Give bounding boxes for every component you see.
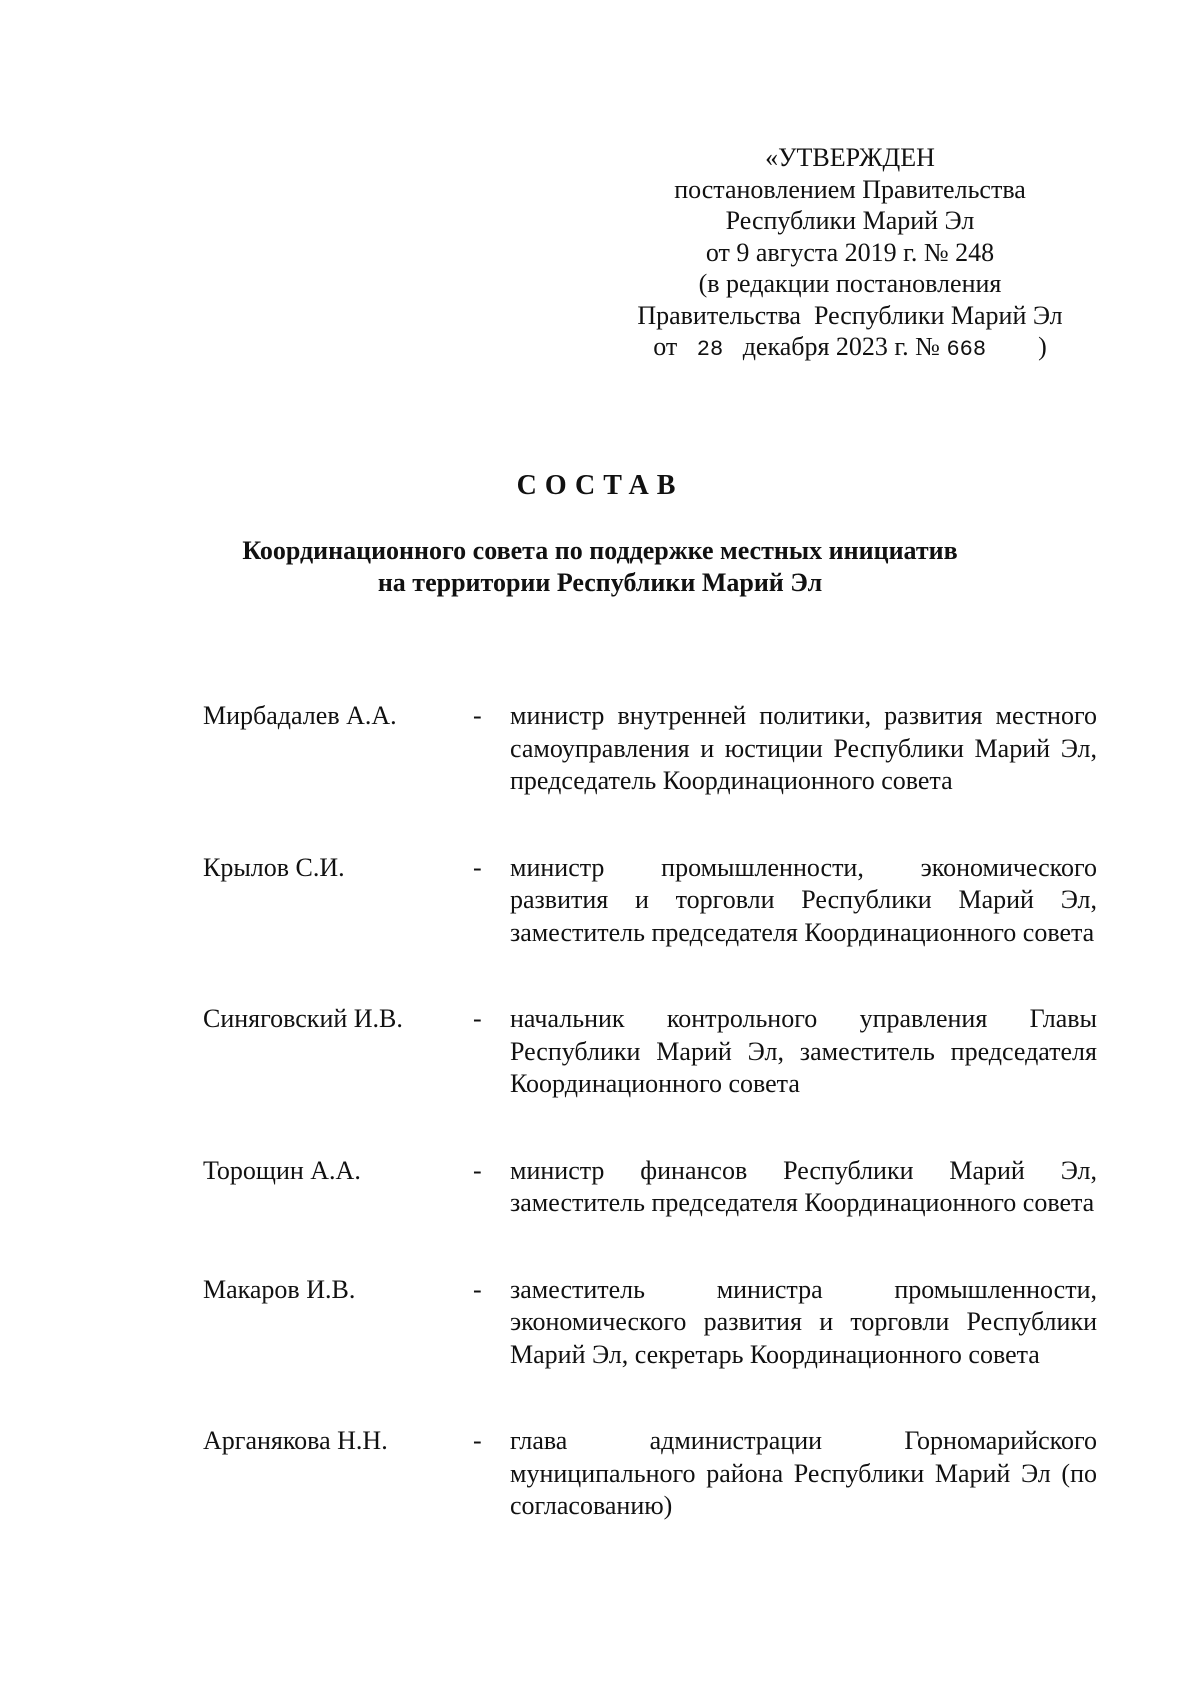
approval-line: «УТВЕРЖДЕН xyxy=(765,143,935,172)
member-position: министр промышленности, экономического развития и торговли Республики Марий Эл, заместитель председателя Координационного совета xyxy=(510,852,1097,947)
member-entry xyxy=(203,852,1097,950)
approval-line: от 9 августа 2019 г. № 248 xyxy=(705,237,995,267)
member-dash: - xyxy=(473,1426,482,1455)
member-position: министр финансов Республики Марий Эл, заместитель председателя Координационного совета xyxy=(510,1155,1097,1217)
approval-stamp xyxy=(600,142,1100,366)
members-list xyxy=(203,700,1097,1523)
member-entry xyxy=(203,1155,1097,1220)
member-dash: - xyxy=(473,852,482,882)
member-name: Торощин А.А. xyxy=(203,1155,361,1185)
member-dash: - xyxy=(473,1004,482,1033)
date-month-year: декабря 2023 г. № xyxy=(742,332,940,361)
member-entry xyxy=(203,1425,1097,1523)
member-name: Макаров И.В. xyxy=(203,1274,356,1304)
approval-line-date xyxy=(600,331,1100,366)
approval-line: постановлением Правительства xyxy=(674,174,1026,204)
member-name: Синяговский И.В. xyxy=(203,1004,403,1033)
document-number: 668 xyxy=(946,337,987,362)
member-dash: - xyxy=(473,701,482,730)
member-position: глава администрации Горномарийского муниципального района Республики Марий Эл (по согласованию) xyxy=(510,1426,1097,1520)
member-name: Арганякова Н.Н. xyxy=(203,1426,388,1455)
member-dash: - xyxy=(473,1274,482,1304)
document-title: СОСТАВ xyxy=(516,470,684,501)
document-subtitle xyxy=(0,535,1200,599)
subtitle-line: на территории Республики Марий Эл xyxy=(377,568,823,597)
member-position: министр внутренней политики, развития местного самоуправления и юстиции Республики Марий Эл, председатель Координационного совета xyxy=(510,701,1097,795)
member-position: заместитель министра промышленности, экономического развития и торговли Республики Марий Эл, секретарь Координационного совета xyxy=(510,1274,1097,1369)
member-name: Мирбадалев А.А. xyxy=(203,701,397,730)
member-position: начальник контрольного управления Главы Республики Марий Эл, заместитель председателя Координационного совета xyxy=(510,1004,1097,1098)
approval-line: Правительства Республики Марий Эл xyxy=(637,300,1063,330)
member-entry xyxy=(203,1274,1097,1372)
date-suffix: ) xyxy=(1038,332,1047,361)
member-dash: - xyxy=(473,1155,482,1185)
approval-line: Республики Марий Эл xyxy=(725,206,975,235)
member-entry xyxy=(203,700,1097,798)
member-name: Крылов С.И. xyxy=(203,852,345,882)
approval-line: (в редакции постановления xyxy=(698,269,1002,298)
date-day: 28 xyxy=(696,337,724,362)
date-prefix: от xyxy=(653,332,678,361)
member-entry xyxy=(203,1003,1097,1101)
subtitle-line: Координационного совета по поддержке местных инициатив xyxy=(242,536,958,565)
